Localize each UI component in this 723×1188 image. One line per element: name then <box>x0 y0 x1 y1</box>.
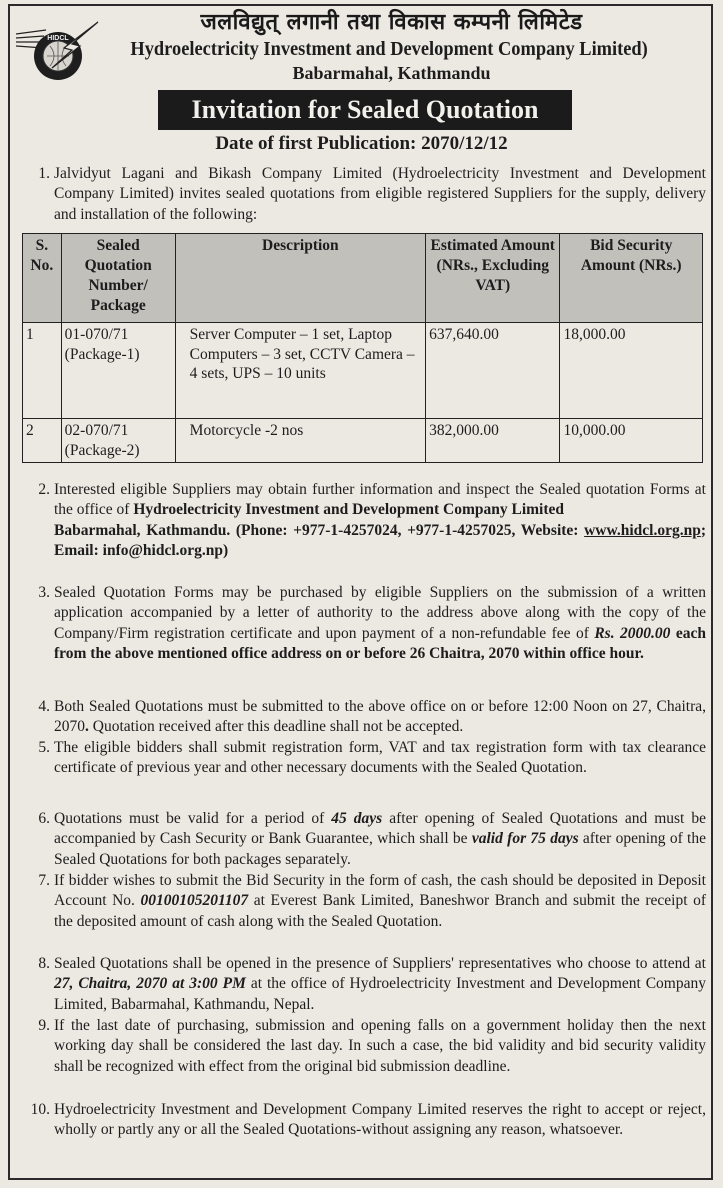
clause-text <box>54 809 706 870</box>
clause-text-plain: Interested eligible Suppliers may obtain further information and inspect the Sealed quotation Forms at the office of <box>54 481 706 519</box>
clause-5 <box>22 738 706 779</box>
col-header-number: Sealed Quotation Number/ Package <box>61 234 175 323</box>
security-validity: valid for 75 days <box>471 830 579 848</box>
cell-estimated: 382,000.00 <box>426 419 560 463</box>
cell-security: 18,000.00 <box>560 323 703 419</box>
clause-10 <box>22 1100 706 1141</box>
cell-description: Server Computer – 1 set, Laptop Computers – 3 set, CCTV Camera – 4 sets, UPS – 10 units <box>175 323 425 419</box>
clause-3 <box>22 583 706 665</box>
clause-number: 5. <box>38 739 50 756</box>
clause-7 <box>22 871 706 932</box>
clause-text <box>54 583 706 665</box>
clause-number: 7. <box>38 872 50 889</box>
clause-8 <box>22 954 706 1015</box>
clause-number: 4. <box>38 698 50 715</box>
cell-sn: 2 <box>23 419 62 463</box>
clause-number: 1. <box>38 165 50 182</box>
clause-text-plain: after opening of Sealed Quotations and must be accompanied by Cash Security or Bank Guarantee, which shall be <box>54 810 706 848</box>
table-row <box>23 323 703 419</box>
clause-text-plain: If bidder wishes to submit the Bid Security in the form of cash, the cash should be deposited in Deposit Account No. <box>54 872 706 910</box>
clause-number: 3. <box>38 584 50 601</box>
logo-text: HIDCL <box>47 35 69 42</box>
clause-number: 2. <box>38 481 50 498</box>
clause-text <box>54 954 706 1015</box>
clause-text: Hydroelectricity Investment and Development Company Limited reserves the right to accept or reject, wholly or partly any or all the Sealed Quotations-without assigning any reason, whatsoever. <box>54 1101 706 1139</box>
quotation-number: 02-070/71 <box>64 422 129 439</box>
deadline-bold: each from the above mentioned office address on or before 26 Chaitra, 2070 within office hour. <box>54 624 706 663</box>
cell-sn: 1 <box>23 323 62 419</box>
cell-description: Motorcycle -2 nos <box>175 419 425 463</box>
bold-period: . <box>85 718 89 736</box>
clause-2 <box>22 480 706 562</box>
clause-text: The eligible bidders shall submit registration form, VAT and tax registration form with tax clearance certificate of previous year and other necessary documents with the Sealed Quotation. <box>54 739 706 777</box>
table-row <box>23 419 703 463</box>
company-name-nepali: जलविद्युत् लगानी तथा विकास कम्पनी लिमिटेड <box>200 10 583 35</box>
clause-9 <box>22 1016 706 1077</box>
clause-4 <box>22 697 706 738</box>
clause-text-plain: at the office of Hydroelectricity Investment and Development Company Limited, Babarmahal, Kathmandu, Nepal. <box>54 975 706 1013</box>
account-number: 00100105201107 <box>140 892 249 910</box>
publication-date: Date of first Publication: 2070/12/12 <box>215 133 508 154</box>
quotation-number: 01-070/71 <box>64 326 129 343</box>
website-link[interactable]: www.hidcl.org.np <box>584 521 701 539</box>
clause-number: 8. <box>38 955 50 972</box>
clause-text-plain: Sealed Quotation Forms may be purchased by eligible Suppliers on the submission of a written application accompanied by a letter of authority to the address above along with the copy of the Company/Firm registration certificate and upon payment of a non-refundable fee of <box>54 584 706 642</box>
clause-number: 9. <box>38 1017 50 1034</box>
clause-text-plain: Both Sealed Quotations must be submitted to the above office on or before 12:00 Noon on 27, Chaitra, 2070 <box>54 698 706 736</box>
opening-datetime: 27, Chaitra, 2070 at 3:00 PM <box>54 975 246 993</box>
clause-text-plain: Sealed Quotations shall be opened in the presence of Suppliers' representatives who choose to attend at <box>54 955 706 972</box>
clause-6 <box>22 809 706 870</box>
clause-text-plain: Quotation received after this deadline shall not be accepted. <box>88 718 464 736</box>
company-name-english: Hydroelectricity Investment and Development Company Limited) <box>130 38 648 60</box>
clause-1 <box>22 164 706 225</box>
cell-number <box>61 323 175 419</box>
clause-text <box>54 697 706 738</box>
company-name-bold: Hydroelectricity Investment and Development Company Limited <box>133 501 564 519</box>
company-address: Babarmahal, Kathmandu <box>292 63 491 83</box>
table-header-row <box>23 234 703 323</box>
quotation-table <box>22 233 703 463</box>
cell-estimated: 637,640.00 <box>426 323 560 419</box>
fee-amount: Rs. 2000.00 <box>594 624 671 642</box>
clause-number: 6. <box>38 810 50 827</box>
col-header-sn: S. No. <box>23 234 62 323</box>
package-label: (Package-2) <box>64 441 140 459</box>
clause-text <box>54 480 706 562</box>
clause-text-plain: Quotations must be valid for a period of <box>54 810 332 827</box>
notice-title-banner: Invitation for Sealed Quotation <box>158 90 572 130</box>
col-header-description: Description <box>175 234 425 323</box>
contact-details: Babarmahal, Kathmandu. (Phone: +977-1-4257024, +977-1-4257025, Website: <box>54 521 585 539</box>
cell-number <box>61 419 175 463</box>
col-header-estimated: Estimated Amount (NRs., Excluding VAT) <box>426 234 560 323</box>
clause-text: Jalvidyut Lagani and Bikash Company Limited (Hydroelectricity Investment and Development Company Limited) invites sealed quotations from eligible registered Suppliers for the supply, delivery and installation of the following: <box>54 165 706 223</box>
clause-text: If the last date of purchasing, submission and opening falls on a government holiday then the next working day shall be considered the last day. In such a case, the bid validity and bid security validity shall be recognized with effect from the original bid submission deadline. <box>54 1017 706 1075</box>
clause-text-plain: after opening of the Sealed Quotations for both packages separately. <box>54 830 706 868</box>
col-header-security: Bid Security Amount (NRs.) <box>560 234 703 323</box>
package-label: (Package-1) <box>64 345 140 363</box>
validity-days: 45 days <box>331 810 383 827</box>
clause-number: 10. <box>30 1101 50 1118</box>
clause-text <box>54 871 706 932</box>
clause-text-plain: at Everest Bank Limited, Baneshwor Branch and submit the receipt of the deposited amount of cash along with the Sealed Quotation. <box>54 892 706 930</box>
cell-security: 10,000.00 <box>560 419 703 463</box>
email-details: ; Email: info@hidcl.org.np) <box>54 521 706 560</box>
